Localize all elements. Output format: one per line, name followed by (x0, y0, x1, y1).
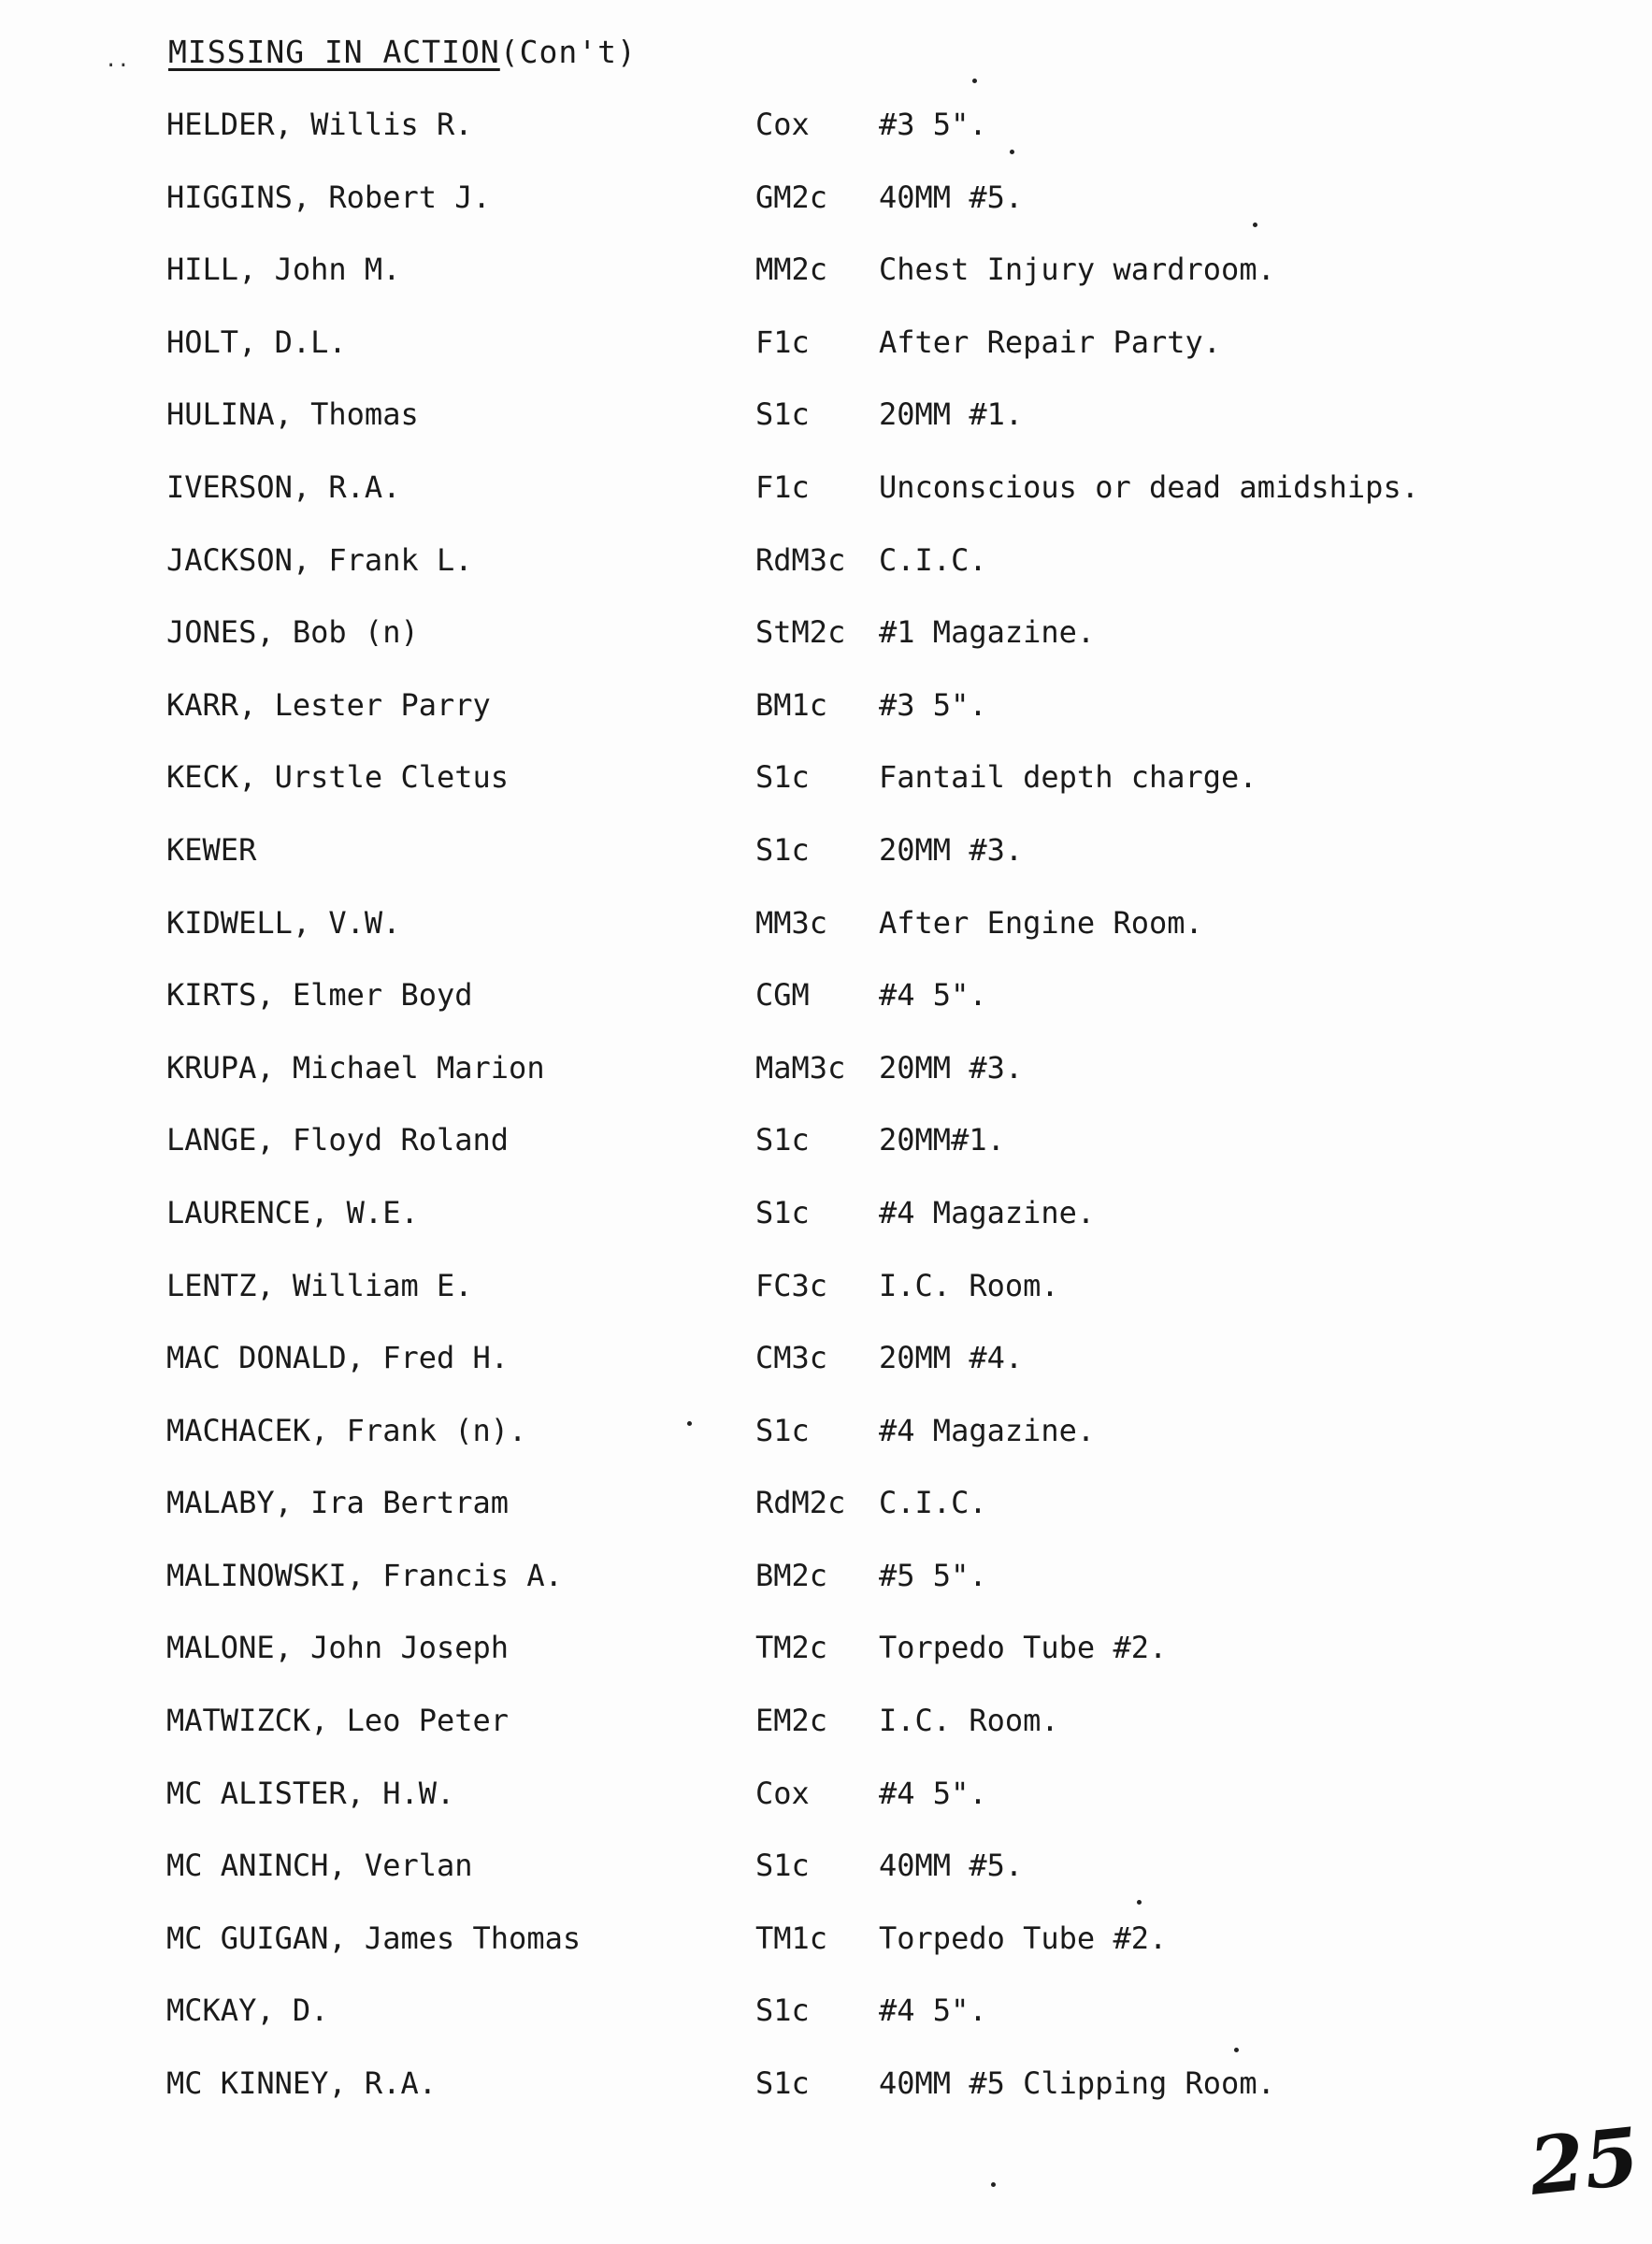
person-name: HELDER, Willis R. (166, 107, 473, 142)
person-name: LAURENCE, W.E. (166, 1194, 419, 1230)
person-rate: CGM (755, 977, 810, 1014)
battle-station: Chest Injury wardroom. (879, 252, 1275, 288)
page-number: 25 (1525, 2109, 1644, 2213)
person-rate: TM1c (755, 1920, 828, 1956)
person-name: MC GUIGAN, James Thomas (166, 1920, 582, 1956)
person-rate: S1c (755, 759, 810, 796)
list-item (0, 1336, 1652, 1409)
scan-speck (1137, 1900, 1142, 1905)
battle-station: #3 5". (879, 107, 987, 142)
battle-station: C.I.C. (879, 541, 987, 578)
person-name: JACKSON, Frank L. (166, 541, 473, 578)
list-item (0, 755, 1652, 828)
list-item (0, 321, 1652, 394)
battle-station: #4 5". (879, 977, 987, 1014)
person-rate: MaM3c (755, 1049, 846, 1086)
list-item (0, 1554, 1652, 1627)
list-item (0, 1917, 1652, 1990)
battle-station: 40MM #5. (879, 1848, 1024, 1884)
heading-title: MISSING IN ACTION (168, 34, 500, 70)
battle-station: #3 5". (879, 686, 987, 723)
person-rate: FC3c (755, 1267, 828, 1303)
battle-station: 20MM #1. (879, 396, 1024, 433)
person-name: KIDWELL, V.W. (166, 904, 401, 941)
battle-station: 20MM#1. (879, 1122, 1005, 1158)
person-rate: BM2c (755, 1557, 828, 1593)
person-rate: StM2c (755, 614, 846, 651)
list-item (0, 1699, 1652, 1772)
scan-speck (991, 2182, 996, 2187)
person-rate: EM2c (755, 1703, 828, 1739)
battle-station: #4 5". (879, 1992, 987, 2029)
person-rate: S1c (755, 1848, 810, 1884)
scan-speck (1234, 2048, 1239, 2052)
person-rate: RdM3c (755, 541, 846, 578)
scan-speck (972, 79, 977, 83)
person-rate: CM3c (755, 1340, 828, 1376)
battle-station: Torpedo Tube #2. (879, 1920, 1168, 1956)
list-item (0, 1118, 1652, 1191)
person-rate: RdM2c (755, 1485, 846, 1521)
battle-station: 40MM #5. (879, 179, 1024, 215)
battle-station: Unconscious or dead amidships. (879, 468, 1419, 505)
person-name: HIGGINS, Robert J. (166, 179, 491, 215)
scan-speck (1253, 223, 1257, 227)
person-name: KRUPA, Michael Marion (166, 1049, 545, 1086)
heading-suffix: (Con't) (499, 34, 637, 70)
person-rate: S1c (755, 1194, 810, 1230)
battle-station: #5 5". (879, 1557, 987, 1593)
list-item (0, 1844, 1652, 1917)
person-name: HOLT, D.L. (166, 324, 347, 360)
list-item (0, 103, 1652, 176)
list-item (0, 1626, 1652, 1699)
person-name: JONES, Bob (n) (166, 614, 419, 651)
battle-station: I.C. Room. (879, 1703, 1059, 1739)
person-name: LENTZ, William E. (166, 1267, 473, 1303)
list-item (0, 248, 1652, 321)
battle-station: #4 Magazine. (879, 1412, 1096, 1448)
list-item (0, 393, 1652, 466)
battle-station: 20MM #3. (879, 1049, 1024, 1086)
person-name: MAC DONALD, Fred H. (166, 1340, 510, 1376)
list-item (0, 1481, 1652, 1554)
person-rate: MM3c (755, 904, 828, 941)
person-name: MATWIZCK, Leo Peter (166, 1703, 510, 1739)
battle-station: #4 Magazine. (879, 1194, 1096, 1230)
person-rate: S1c (755, 1992, 810, 2029)
person-rate: S1c (755, 831, 810, 868)
person-rate: Cox (755, 1775, 810, 1811)
person-rate: TM2c (755, 1630, 828, 1666)
battle-station: 20MM #3. (879, 831, 1024, 868)
list-item (0, 539, 1652, 611)
scan-speck (1010, 150, 1014, 154)
person-name: MACHACEK, Frank (n). (166, 1412, 527, 1448)
list-item (0, 1989, 1652, 2062)
list-item (0, 901, 1652, 974)
battle-station: #1 Magazine. (879, 614, 1096, 651)
margin-mark: .. (105, 49, 130, 72)
person-name: KECK, Urstle Cletus (166, 759, 510, 796)
person-rate: GM2c (755, 179, 828, 215)
person-name: KIRTS, Elmer Boyd (166, 977, 473, 1014)
casualty-list (0, 103, 1652, 2135)
person-rate: MM2c (755, 252, 828, 288)
person-rate: F1c (755, 468, 810, 505)
battle-station: After Engine Room. (879, 904, 1203, 941)
list-item (0, 683, 1652, 756)
person-rate: BM1c (755, 686, 828, 723)
battle-station: 20MM #4. (879, 1340, 1024, 1376)
person-name: IVERSON, R.A. (166, 468, 401, 505)
person-rate: S1c (755, 1412, 810, 1448)
person-name: HILL, John M. (166, 252, 401, 288)
person-name: MC KINNEY, R.A. (166, 2065, 437, 2102)
list-item (0, 611, 1652, 683)
person-rate: S1c (755, 2065, 810, 2102)
battle-station: #4 5". (879, 1775, 987, 1811)
battle-station: 40MM #5 Clipping Room. (879, 2065, 1275, 2102)
list-item (0, 1046, 1652, 1119)
person-name: KEWER (166, 831, 257, 868)
page-heading (168, 34, 637, 70)
person-name: KARR, Lester Parry (166, 686, 491, 723)
list-item (0, 1772, 1652, 1845)
person-name: MALABY, Ira Bertram (166, 1485, 510, 1521)
list-item (0, 1264, 1652, 1337)
list-item (0, 828, 1652, 901)
battle-station: Fantail depth charge. (879, 759, 1257, 796)
list-item (0, 1409, 1652, 1482)
scan-speck (687, 1421, 692, 1426)
list-item (0, 1191, 1652, 1264)
battle-station: After Repair Party. (879, 324, 1222, 360)
battle-station: I.C. Room. (879, 1267, 1059, 1303)
person-rate: S1c (755, 396, 810, 433)
person-name: MCKAY, D. (166, 1992, 329, 2029)
list-item (0, 2062, 1652, 2135)
person-rate: S1c (755, 1122, 810, 1158)
person-name: LANGE, Floyd Roland (166, 1122, 510, 1158)
battle-station: C.I.C. (879, 1485, 987, 1521)
person-name: MALONE, John Joseph (166, 1630, 510, 1666)
list-item (0, 176, 1652, 249)
person-name: MALINOWSKI, Francis A. (166, 1557, 563, 1593)
person-rate: F1c (755, 324, 810, 360)
person-name: MC ALISTER, H.W. (166, 1775, 455, 1811)
battle-station: Torpedo Tube #2. (879, 1630, 1168, 1666)
person-name: MC ANINCH, Verlan (166, 1848, 473, 1884)
person-name: HULINA, Thomas (166, 396, 419, 433)
list-item (0, 973, 1652, 1046)
person-rate: Cox (755, 107, 810, 142)
list-item (0, 466, 1652, 539)
